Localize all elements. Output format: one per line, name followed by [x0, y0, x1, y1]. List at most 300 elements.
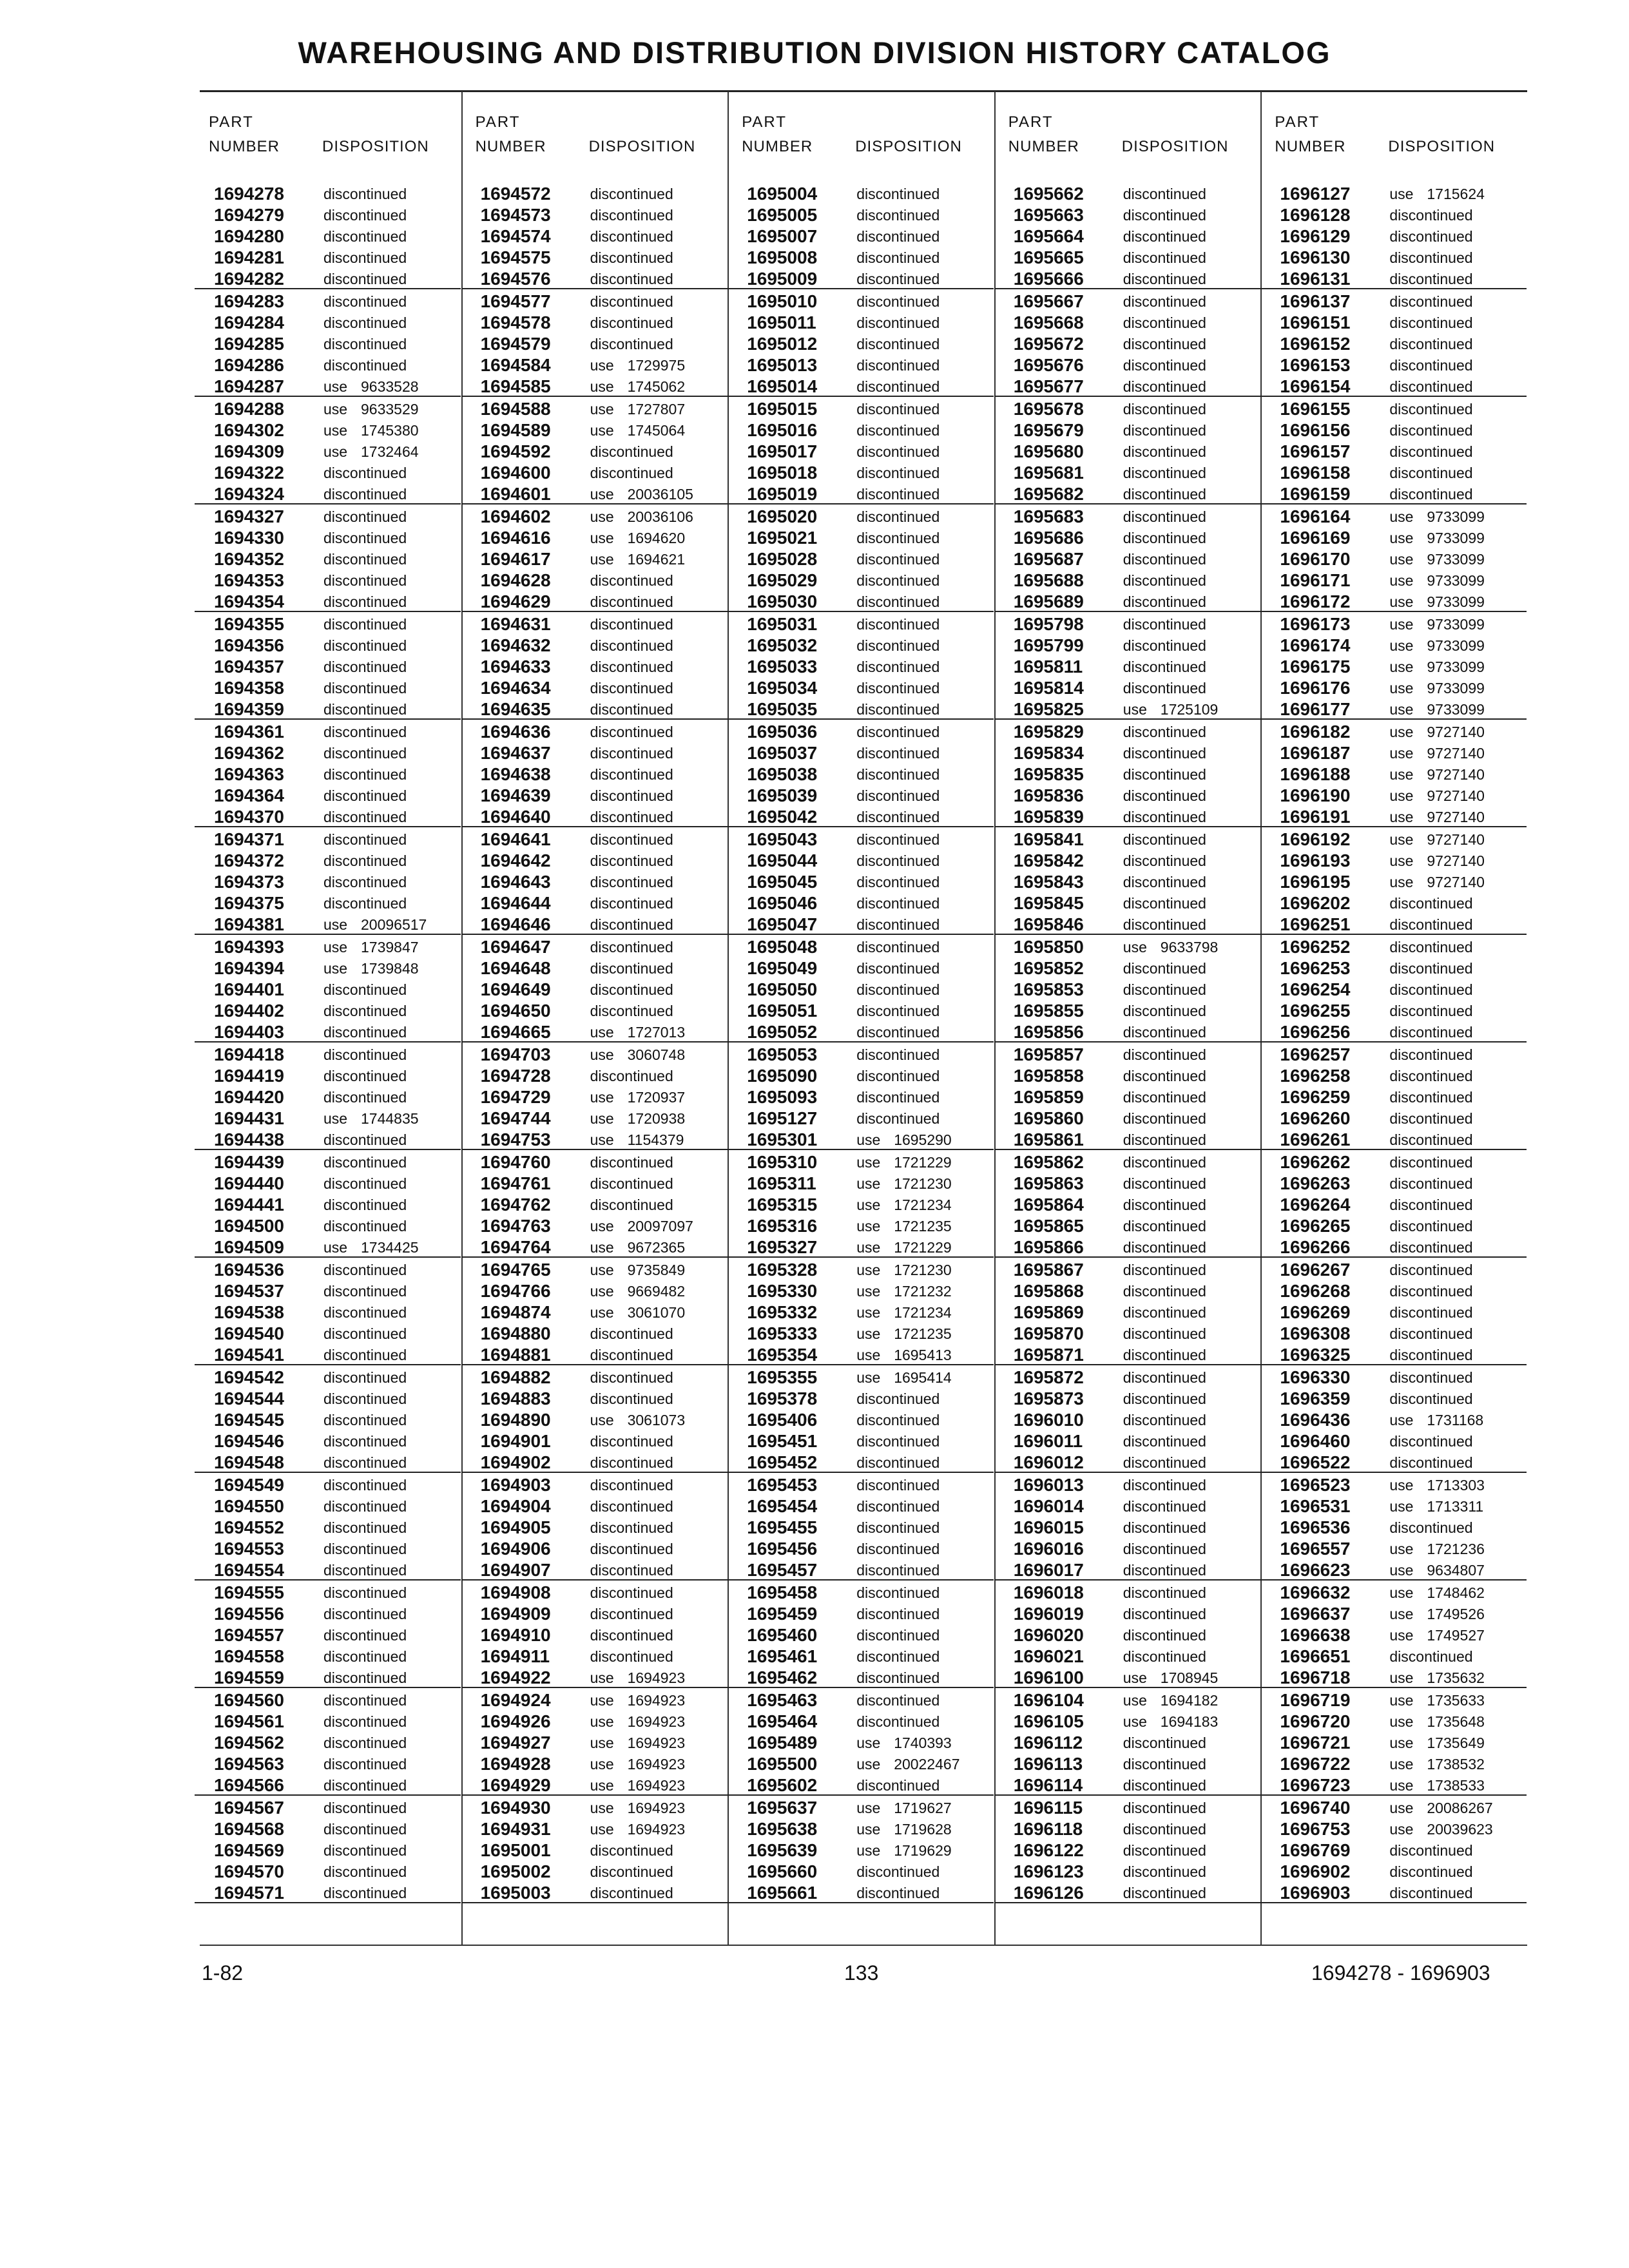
- disposition: discontinued: [590, 1519, 673, 1536]
- part-number: 1695031: [747, 614, 818, 634]
- part-number: 1696118: [1013, 1819, 1083, 1839]
- part-number: 1695638: [747, 1819, 818, 1839]
- part-number: 1696195: [1280, 872, 1351, 892]
- disposition: discontinued: [1123, 271, 1206, 287]
- disposition: [1389, 1477, 1485, 1494]
- use-keyword: use: [590, 1262, 614, 1278]
- catalog-row: [1260, 482, 1527, 505]
- catalog-column: [728, 91, 994, 1945]
- replacement-part-number: 1749526: [1427, 1606, 1485, 1622]
- part-number: 1695825: [1013, 699, 1084, 719]
- part-number: 1694617: [480, 549, 551, 569]
- catalog-row: [195, 1644, 461, 1666]
- use-keyword: use: [856, 1218, 881, 1235]
- replacement-part-number: 1735648: [1427, 1713, 1485, 1730]
- part-number: 1694928: [480, 1754, 551, 1774]
- catalog-row: [461, 999, 728, 1020]
- catalog-row: [195, 1602, 461, 1623]
- catalog-row: [195, 397, 461, 418]
- catalog-row: [195, 267, 461, 289]
- part-number: 1695002: [480, 1861, 551, 1881]
- catalog-row: [461, 1150, 728, 1171]
- replacement-part-number: 9733099: [1427, 593, 1485, 610]
- part-number: 1696127: [1280, 184, 1351, 204]
- use-keyword: use: [590, 1777, 614, 1794]
- catalog-row: [195, 1731, 461, 1752]
- catalog-row: [728, 353, 994, 374]
- disposition: discontinued: [1123, 228, 1206, 245]
- disposition: discontinued: [590, 981, 673, 998]
- disposition: discontinued: [323, 1325, 407, 1342]
- catalog-row: [461, 1602, 728, 1623]
- use-keyword: use: [323, 939, 348, 956]
- replacement-part-number: 9735849: [627, 1262, 686, 1278]
- use-keyword: use: [1123, 1692, 1147, 1709]
- catalog-row: [994, 1709, 1260, 1731]
- part-number: 1696154: [1280, 376, 1351, 396]
- catalog-row: [195, 1408, 461, 1429]
- catalog-row: [994, 1365, 1260, 1387]
- part-number: 1694567: [214, 1798, 285, 1818]
- catalog-row: [994, 977, 1260, 999]
- disposition: [1389, 1821, 1492, 1838]
- catalog-row: [1260, 697, 1527, 720]
- catalog-row: [728, 526, 994, 547]
- disposition: [856, 1154, 952, 1171]
- part-number: 1694589: [480, 420, 551, 440]
- disposition: discontinued: [1389, 1003, 1473, 1019]
- catalog-row: [195, 935, 461, 956]
- part-number: 1696020: [1013, 1625, 1084, 1645]
- disposition: discontinued: [1123, 1196, 1206, 1213]
- part-number: 1695012: [747, 334, 818, 354]
- column-body: [195, 182, 461, 1903]
- disposition: discontinued: [323, 680, 407, 697]
- part-number: 1696010: [1013, 1410, 1084, 1430]
- part-number: 1695872: [1013, 1367, 1084, 1387]
- part-number: 1696460: [1280, 1431, 1351, 1451]
- disposition: discontinued: [1123, 357, 1206, 374]
- use-keyword: use: [1123, 1669, 1147, 1686]
- disposition: [590, 1756, 686, 1773]
- disposition: discontinued: [1123, 1347, 1206, 1363]
- catalog-row: [728, 935, 994, 956]
- part-number: 1696325: [1280, 1345, 1351, 1365]
- part-number: 1695034: [747, 678, 818, 698]
- part-number: 1695852: [1013, 958, 1084, 978]
- catalog-row: [1260, 1408, 1527, 1429]
- part-number: 1694500: [214, 1216, 285, 1236]
- catalog-row: [195, 1300, 461, 1321]
- use-keyword: use: [1389, 572, 1414, 589]
- catalog-row: [728, 461, 994, 482]
- catalog-row: [461, 977, 728, 999]
- column-body: [461, 182, 728, 1903]
- catalog-row: [728, 720, 994, 741]
- catalog-row: [1260, 1214, 1527, 1235]
- catalog-row: [994, 870, 1260, 891]
- catalog-row: [1260, 526, 1527, 547]
- catalog-row: [994, 526, 1260, 547]
- part-number: 1695868: [1013, 1281, 1084, 1301]
- disposition: discontinued: [323, 1627, 407, 1644]
- part-number: 1694926: [480, 1711, 551, 1731]
- catalog-row: [1260, 505, 1527, 526]
- disposition: discontinued: [323, 724, 407, 740]
- catalog-row: [461, 741, 728, 762]
- part-number: 1694359: [214, 699, 285, 719]
- disposition: discontinued: [1123, 314, 1206, 331]
- part-number: 1695841: [1013, 829, 1084, 849]
- disposition: [856, 1304, 952, 1321]
- disposition: discontinued: [1123, 1390, 1206, 1407]
- disposition: discontinued: [1123, 293, 1206, 310]
- part-number: 1694288: [214, 399, 285, 419]
- disposition: [323, 916, 427, 934]
- part-number: 1696258: [1280, 1066, 1351, 1086]
- part-number: 1695330: [747, 1281, 818, 1301]
- disposition: [1389, 616, 1485, 633]
- replacement-part-number: 9633528: [361, 378, 419, 395]
- catalog-row: [1260, 1106, 1527, 1128]
- part-number: 1695014: [747, 376, 818, 396]
- catalog-row: [1260, 612, 1527, 633]
- catalog-row: [461, 374, 728, 397]
- part-number: 1696723: [1280, 1775, 1351, 1795]
- disposition: discontinued: [856, 852, 940, 869]
- catalog-row: [994, 805, 1260, 827]
- disposition: discontinued: [1123, 1175, 1206, 1192]
- part-number: 1694439: [214, 1152, 285, 1172]
- catalog-row: [195, 590, 461, 612]
- disposition: discontinued: [1123, 1519, 1206, 1536]
- disposition: discontinued: [323, 228, 407, 245]
- catalog-row: [728, 1043, 994, 1064]
- replacement-part-number: 1725109: [1160, 701, 1219, 718]
- catalog-row: [728, 827, 994, 849]
- replacement-part-number: 9733099: [1427, 616, 1485, 633]
- replacement-part-number: 1744835: [361, 1110, 419, 1127]
- part-number: 1694922: [480, 1667, 551, 1687]
- catalog-row: [728, 289, 994, 311]
- part-number: 1694281: [214, 247, 285, 267]
- disposition: discontinued: [1123, 530, 1206, 546]
- disposition: discontinued: [856, 593, 940, 610]
- catalog-row: [461, 612, 728, 633]
- part-number: 1694283: [214, 291, 285, 311]
- use-keyword: use: [590, 1218, 614, 1235]
- disposition: [856, 1347, 952, 1364]
- catalog-row: [1260, 1365, 1527, 1387]
- part-number: 1695865: [1013, 1216, 1084, 1236]
- catalog-row: [728, 1450, 994, 1473]
- part-number: 1694352: [214, 549, 285, 569]
- disposition: discontinued: [323, 1648, 407, 1665]
- catalog-row: [195, 1494, 461, 1515]
- part-number: 1696190: [1280, 785, 1351, 805]
- catalog-row: [195, 1279, 461, 1300]
- catalog-column: [1260, 91, 1527, 1945]
- disposition: discontinued: [1389, 1842, 1473, 1859]
- catalog-row: [994, 633, 1260, 655]
- part-number: 1696126: [1013, 1883, 1084, 1903]
- disposition: discontinued: [1389, 1390, 1473, 1407]
- disposition: discontinued: [323, 1669, 407, 1686]
- disposition: discontinued: [590, 809, 673, 825]
- disposition: discontinued: [323, 186, 407, 202]
- use-keyword: use: [323, 1110, 348, 1127]
- part-number: 1694910: [480, 1625, 551, 1645]
- part-number: 1695853: [1013, 979, 1084, 999]
- catalog-row: [461, 418, 728, 439]
- part-number: 1695013: [747, 355, 818, 375]
- disposition: [1389, 1627, 1485, 1644]
- replacement-part-number: 1694183: [1160, 1713, 1219, 1730]
- replacement-part-number: 9727140: [1427, 724, 1485, 740]
- part-number: 1695676: [1013, 355, 1084, 375]
- catalog-row: [1260, 374, 1527, 397]
- disposition: discontinued: [1389, 1283, 1473, 1300]
- replacement-part-number: 9727140: [1427, 766, 1485, 783]
- part-number: 1694632: [480, 635, 551, 655]
- catalog-row: [461, 1085, 728, 1106]
- part-number: 1696718: [1280, 1667, 1351, 1687]
- catalog-row: [1260, 633, 1527, 655]
- column-body: [1260, 182, 1527, 1903]
- disposition: discontinued: [1123, 336, 1206, 352]
- catalog-row: [195, 1085, 461, 1106]
- part-number: 1696264: [1280, 1195, 1351, 1215]
- part-number: 1694375: [214, 893, 285, 913]
- disposition: discontinued: [323, 874, 407, 890]
- catalog-row: [728, 1644, 994, 1666]
- part-number: 1695869: [1013, 1302, 1084, 1322]
- catalog-row: [994, 1537, 1260, 1558]
- part-number: 1694765: [480, 1260, 551, 1280]
- disposition: discontinued: [856, 357, 940, 374]
- part-number: 1695677: [1013, 376, 1084, 396]
- catalog-row: [994, 1408, 1260, 1429]
- catalog-row: [461, 1838, 728, 1860]
- part-number: 1695855: [1013, 1001, 1084, 1021]
- use-keyword: use: [590, 1239, 614, 1256]
- use-keyword: use: [856, 1131, 881, 1148]
- part-number: 1695316: [747, 1216, 818, 1236]
- catalog-row: [1260, 1644, 1527, 1666]
- part-number: 1695871: [1013, 1345, 1084, 1365]
- disposition: discontinued: [1389, 228, 1473, 245]
- part-number: 1695048: [747, 937, 818, 957]
- replacement-part-number: 1735649: [1427, 1735, 1485, 1751]
- disposition: discontinued: [323, 787, 407, 804]
- catalog-row: [994, 1020, 1260, 1043]
- disposition: discontinued: [1123, 1885, 1206, 1901]
- catalog-row: [461, 956, 728, 977]
- disposition: discontinued: [856, 486, 940, 503]
- part-range-label: 1694278 - 1696903: [1311, 1961, 1490, 1984]
- disposition: [590, 1412, 686, 1429]
- part-number: 1696254: [1280, 979, 1351, 999]
- part-number: 1696330: [1280, 1367, 1351, 1387]
- use-keyword: use: [1389, 680, 1414, 697]
- catalog-row: [195, 1581, 461, 1602]
- part-number: 1694361: [214, 722, 285, 742]
- disposition: [590, 1692, 686, 1709]
- part-number: 1695038: [747, 764, 818, 784]
- disposition: [856, 1196, 952, 1214]
- disposition: discontinued: [590, 572, 673, 589]
- catalog-row: [1260, 1881, 1527, 1903]
- disposition: discontinued: [1389, 1046, 1473, 1063]
- catalog-row: [994, 1494, 1260, 1515]
- replacement-part-number: 3060748: [627, 1046, 686, 1063]
- use-keyword: use: [323, 443, 348, 460]
- replacement-part-number: 1735633: [1427, 1692, 1485, 1709]
- disposition: discontinued: [856, 1390, 940, 1407]
- replacement-part-number: 3061070: [627, 1304, 686, 1321]
- part-number: 1695665: [1013, 247, 1084, 267]
- catalog-row: [1260, 1279, 1527, 1300]
- part-number: 1694930: [480, 1798, 551, 1818]
- use-keyword: use: [590, 1713, 614, 1730]
- catalog-row: [1260, 720, 1527, 741]
- use-keyword: use: [856, 1196, 881, 1213]
- catalog-row: [461, 676, 728, 697]
- use-keyword: use: [590, 1024, 614, 1041]
- catalog-row: [461, 203, 728, 224]
- replacement-part-number: 1727807: [627, 401, 686, 418]
- replacement-part-number: 1154379: [627, 1131, 684, 1148]
- catalog-row: [994, 505, 1260, 526]
- catalog-row: [1260, 912, 1527, 935]
- part-number: 1696156: [1280, 420, 1351, 440]
- catalog-row: [728, 374, 994, 397]
- catalog-row: [728, 1602, 994, 1623]
- use-keyword: use: [590, 1821, 614, 1838]
- part-number: 1695664: [1013, 226, 1084, 246]
- catalog-row: [994, 1214, 1260, 1235]
- part-number: 1694729: [480, 1087, 551, 1107]
- catalog-row: [461, 590, 728, 612]
- part-number: 1696359: [1280, 1389, 1351, 1408]
- disposition: discontinued: [590, 593, 673, 610]
- part-number: 1694901: [480, 1431, 551, 1451]
- disposition: discontinued: [856, 314, 940, 331]
- use-keyword: use: [856, 1369, 881, 1386]
- part-number: 1696269: [1280, 1302, 1351, 1322]
- disposition: [1123, 1669, 1219, 1687]
- replacement-part-number: 20096517: [361, 916, 427, 933]
- column-header: [195, 91, 461, 182]
- catalog-row: [1260, 1494, 1527, 1515]
- catalog-row: [994, 1860, 1260, 1881]
- disposition: discontinued: [1389, 1885, 1473, 1901]
- catalog-row: [195, 805, 461, 827]
- part-number: 1696308: [1280, 1323, 1351, 1343]
- use-keyword: use: [590, 508, 614, 525]
- catalog-row: [994, 374, 1260, 397]
- catalog-row: [461, 1773, 728, 1796]
- part-number: 1694569: [214, 1840, 285, 1860]
- use-keyword: use: [323, 960, 348, 977]
- disposition: discontinued: [1389, 1068, 1473, 1084]
- part-number: 1694579: [480, 334, 551, 354]
- part-number: 1694703: [480, 1044, 551, 1064]
- catalog-row: [994, 1581, 1260, 1602]
- disposition: [323, 401, 419, 418]
- part-number: 1696169: [1280, 528, 1351, 548]
- catalog-row: [195, 827, 461, 849]
- part-number: 1694536: [214, 1260, 285, 1280]
- catalog-row: [461, 1752, 728, 1773]
- part-number: 1696151: [1280, 312, 1351, 332]
- part-number: 1694363: [214, 764, 285, 784]
- disposition: [1123, 939, 1219, 956]
- disposition: discontinued: [323, 766, 407, 783]
- part-number: 1694362: [214, 743, 285, 763]
- replacement-part-number: 1745064: [627, 422, 686, 439]
- part-number: 1695462: [747, 1667, 818, 1687]
- catalog-row: [461, 720, 728, 741]
- disposition: discontinued: [590, 465, 673, 481]
- catalog-row: [195, 1150, 461, 1171]
- disposition: discontinued: [1389, 207, 1473, 224]
- part-number: 1694642: [480, 850, 551, 870]
- catalog-row: [195, 676, 461, 697]
- disposition: discontinued: [1123, 680, 1206, 697]
- disposition: [323, 443, 419, 461]
- part-number: 1695045: [747, 872, 818, 892]
- catalog-row: [1260, 1043, 1527, 1064]
- catalog-row: [461, 1387, 728, 1408]
- replacement-part-number: 9733099: [1427, 508, 1485, 525]
- catalog-row: [728, 612, 994, 633]
- disposition: discontinued: [856, 874, 940, 890]
- catalog-row: [728, 1881, 994, 1903]
- disposition: discontinued: [1389, 1262, 1473, 1278]
- part-number: 1694557: [214, 1625, 285, 1645]
- catalog-row: [461, 1796, 728, 1817]
- header-part-label: PART: [1008, 113, 1054, 131]
- disposition: discontinued: [856, 1024, 940, 1041]
- part-number: 1695845: [1013, 893, 1084, 913]
- catalog-row: [728, 1838, 994, 1860]
- disposition: discontinued: [856, 1885, 940, 1901]
- replacement-part-number: 1721232: [894, 1283, 952, 1300]
- disposition: discontinued: [323, 249, 407, 266]
- catalog-row: [195, 245, 461, 267]
- part-number: 1694911: [480, 1646, 550, 1666]
- disposition: discontinued: [590, 680, 673, 697]
- catalog-row: [1260, 590, 1527, 612]
- disposition: discontinued: [1389, 1239, 1473, 1256]
- replacement-part-number: 1749527: [1427, 1627, 1485, 1644]
- catalog-row: [728, 1150, 994, 1171]
- part-number: 1695020: [747, 506, 818, 526]
- disposition: discontinued: [856, 787, 940, 804]
- part-number: 1694575: [480, 247, 551, 267]
- use-keyword: use: [1389, 831, 1414, 848]
- disposition: [590, 401, 686, 418]
- catalog-row: [1260, 182, 1527, 203]
- use-keyword: use: [590, 1756, 614, 1773]
- catalog-row: [1260, 935, 1527, 956]
- disposition: discontinued: [1123, 465, 1206, 481]
- catalog-row: [461, 1106, 728, 1128]
- part-number: 1694438: [214, 1129, 285, 1149]
- catalog-row: [195, 1623, 461, 1644]
- disposition: [1389, 1606, 1485, 1623]
